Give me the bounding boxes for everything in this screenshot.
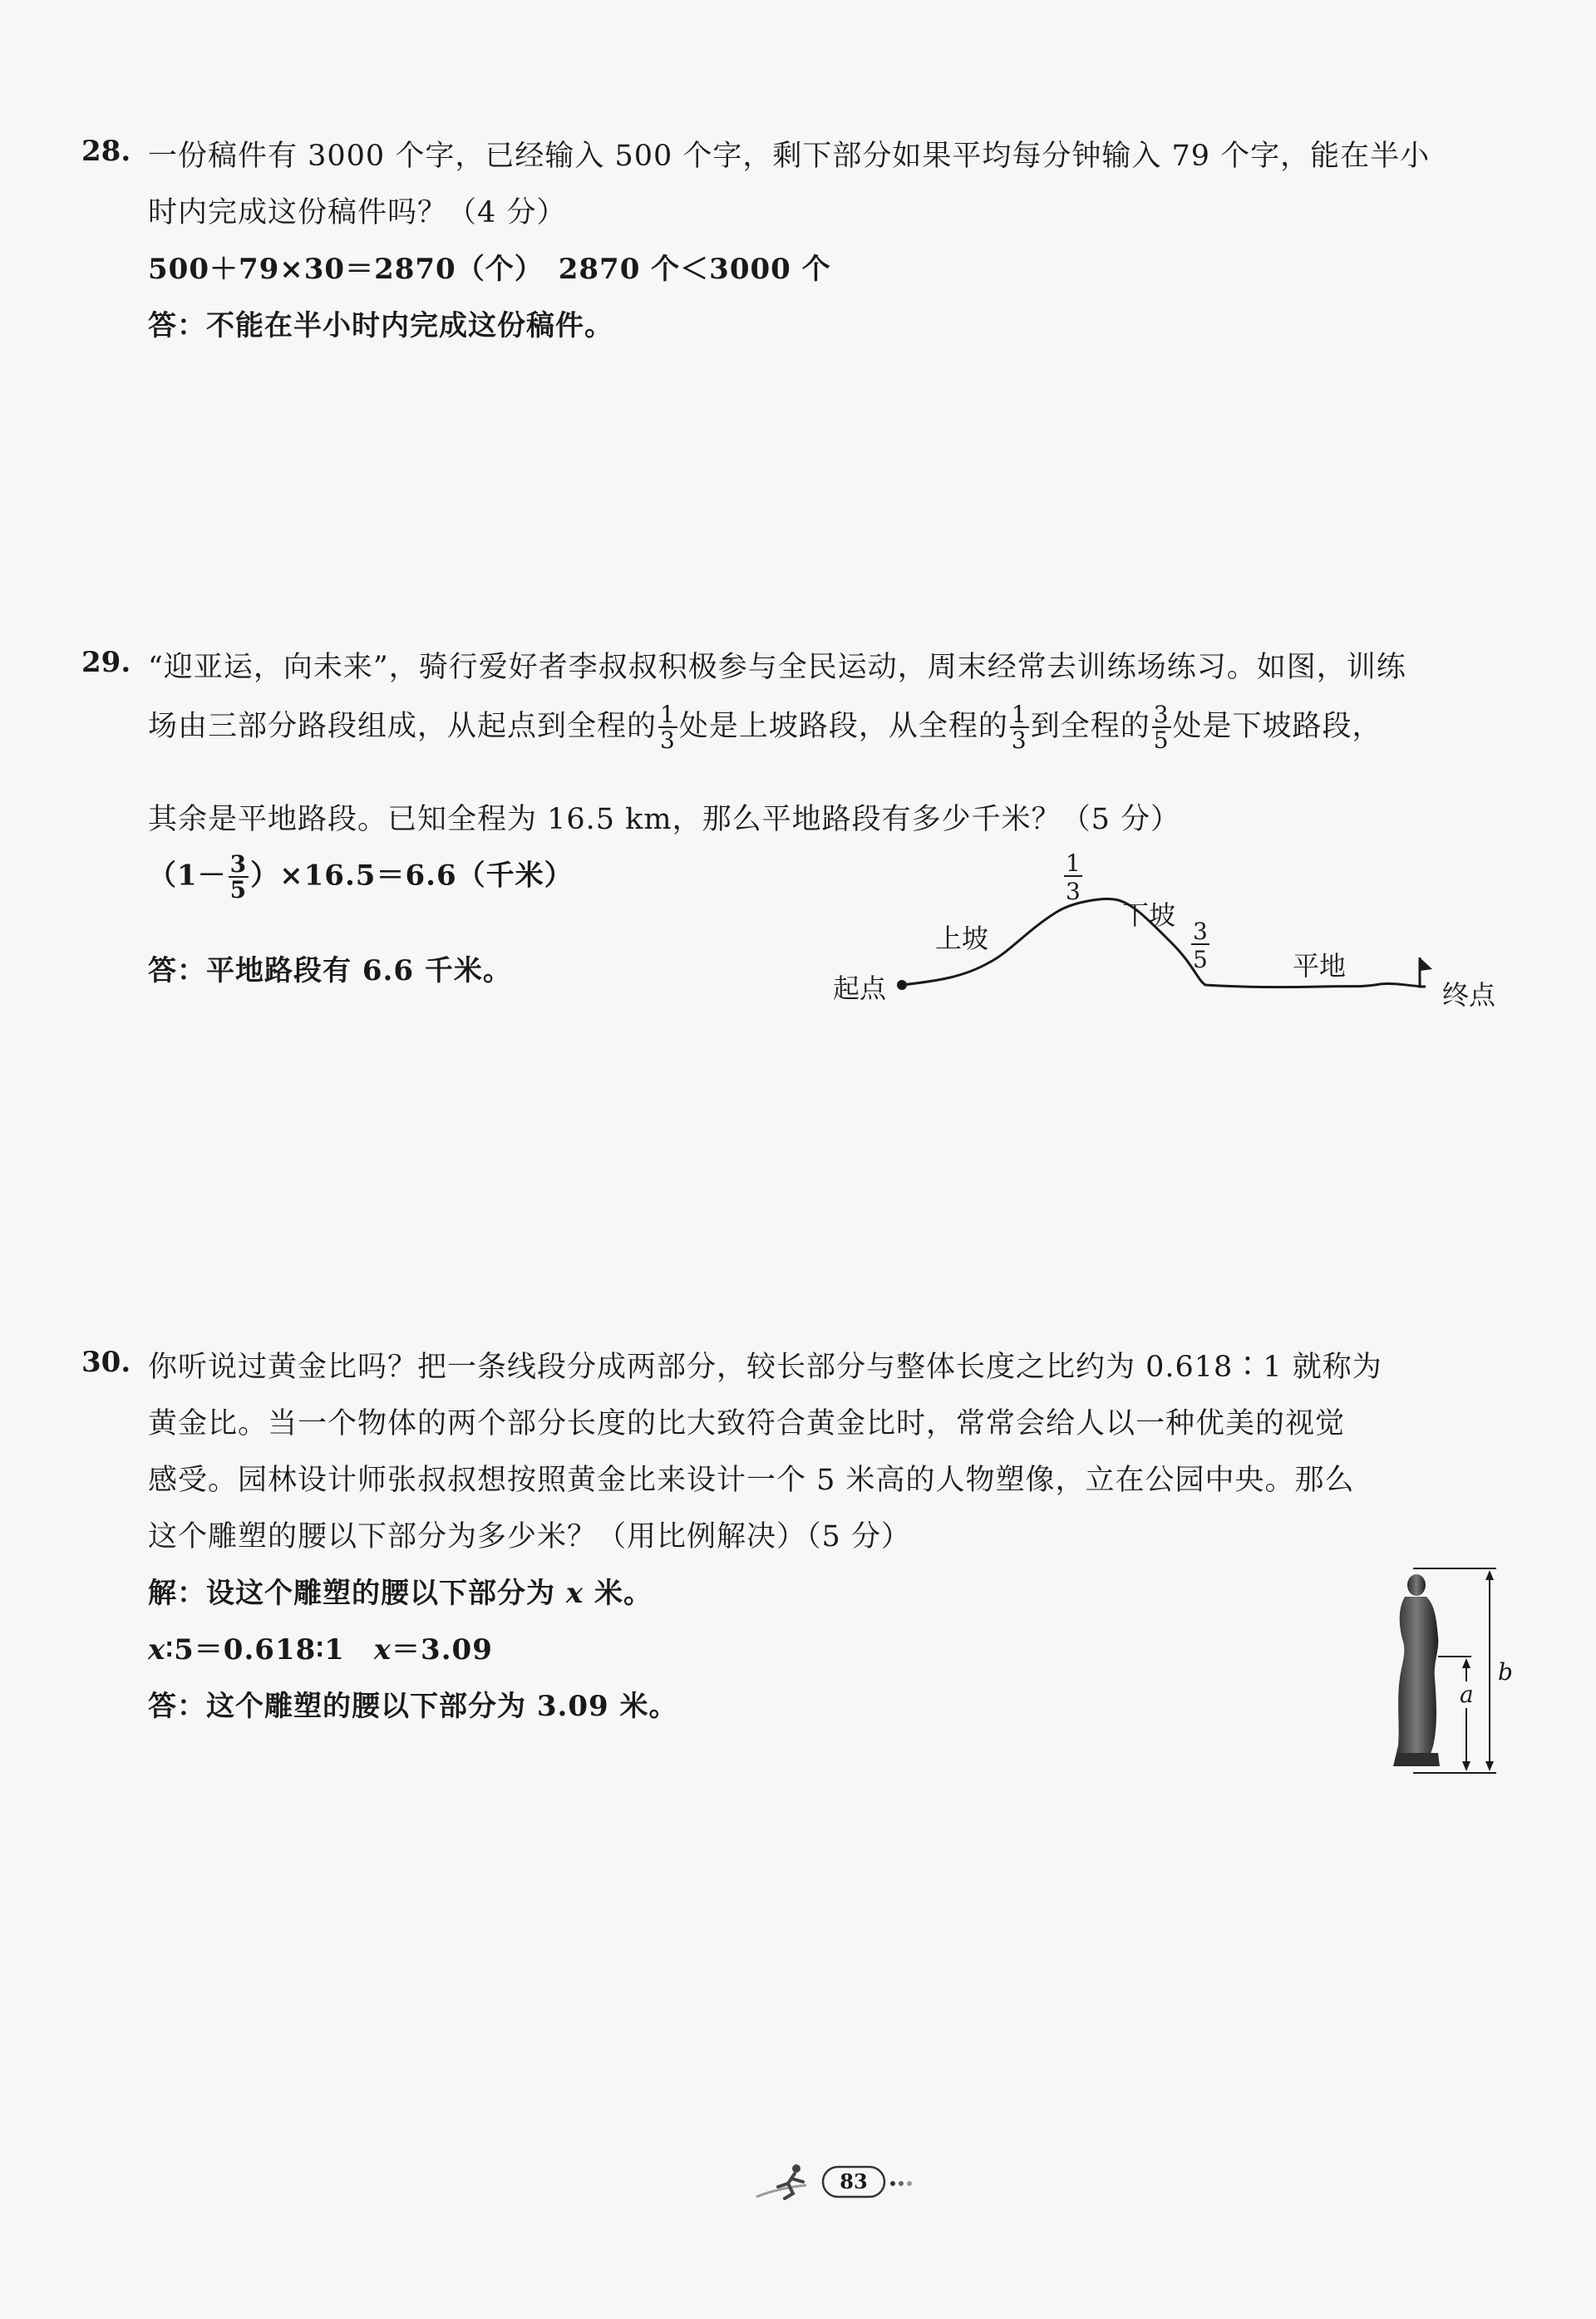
question-text-line: 一份稿件有 3000 个字，已经输入 500 个字，剩下部分如果平均每分钟输入 79 个字，能在半小 [148, 140, 1431, 173]
fraction: $\frac{1}{3}$ [660, 701, 676, 755]
fraction: $\frac{1}{3}$ [1011, 701, 1027, 755]
question-text-line: “迎亚运，向未来”，骑行爱好者李叔叔积极参与全民运动，周末经常去训练场练习。如图，训练 [148, 651, 1406, 684]
uphill-label: 上坡 [935, 923, 989, 954]
mark-three-fifths-numerator: 3 [1193, 918, 1208, 945]
question-text-line: 你听说过黄金比吗？把一条线段分成两部分，较长部分与整体长度之比约为 0.618∶1 就称为 [148, 1351, 1382, 1384]
question-30 [81, 1344, 1511, 1735]
dot [899, 2181, 904, 2186]
runner-icon [756, 2164, 806, 2198]
statue-figure [1380, 1567, 1513, 1783]
route-diagram [815, 839, 1521, 1031]
question-text-line: 感受。园林设计师张叔叔想按照黄金比来设计一个 5 米高的人物塑像，立在公园中央。那么 [148, 1464, 1355, 1497]
question-number: 28. [81, 135, 131, 168]
downhill-label: 下坡 [1122, 899, 1176, 931]
mark-one-third-denominator: 3 [1066, 878, 1081, 905]
question-text-line: 其余是平地路段。已知全程为 16.5 km，那么平地路段有多少千米？（5 分） [148, 803, 1180, 836]
question-text-line: 黄金比。当一个物体的两个部分长度的比大致符合黄金比时，常常会给人以一种优美的视觉 [148, 1407, 1346, 1440]
flat-label: 平地 [1293, 950, 1347, 982]
calculation: x∶5＝0.618∶1 x＝3.09 [148, 1633, 493, 1667]
fraction: $\frac{3}{5}$ [1153, 701, 1170, 755]
solution-setup: 解：设这个雕塑的腰以下部分为 x 米。 [148, 1577, 653, 1610]
dot [890, 2181, 895, 2186]
start-label: 起点 [833, 972, 887, 1004]
label-b: b [1498, 1658, 1513, 1686]
start-point [897, 980, 907, 990]
mark-one-third-numerator: 1 [1066, 849, 1081, 877]
question-text-line: 这个雕塑的腰以下部分为多少米？（用比例解决）（5 分） [148, 1520, 911, 1553]
answer: 答：不能在半小时内完成这份稿件。 [148, 309, 613, 342]
page-number: 83 [840, 2169, 868, 2193]
page-footer [748, 2157, 948, 2207]
question-28 [81, 133, 1511, 349]
statue-icon [1393, 1574, 1440, 1766]
fraction: $\frac{3}{5}$ [229, 850, 248, 904]
question-text-line: 场由三部分路段组成，从起点到全程的 $\frac{1}{3}$ 处是上坡路段，从全程的 $\frac{1}{3}$ 到全程的 $\frac{3}{5}$ 处是下坡路段， [148, 701, 1382, 755]
end-label: 终点 [1442, 979, 1496, 1011]
label-a: a [1460, 1681, 1474, 1708]
answer: 答：平地路段有 6.6 千米。 [148, 954, 512, 987]
dot [907, 2181, 912, 2186]
answer: 答：这个雕塑的腰以下部分为 3.09 米。 [148, 1690, 678, 1723]
calculation: 500＋79×30＝2870（个） 2870 个＜3000 个 [148, 253, 831, 286]
question-text-line: 时内完成这份稿件吗？（4 分） [148, 196, 567, 229]
question-number: 29. [81, 646, 131, 679]
question-number: 30. [81, 1346, 131, 1379]
end-flag [1420, 958, 1432, 971]
calculation: （1－ $\frac{3}{5}$ ）×16.5＝6.6（千米） [148, 850, 574, 904]
mark-three-fifths-denominator: 5 [1193, 946, 1208, 973]
